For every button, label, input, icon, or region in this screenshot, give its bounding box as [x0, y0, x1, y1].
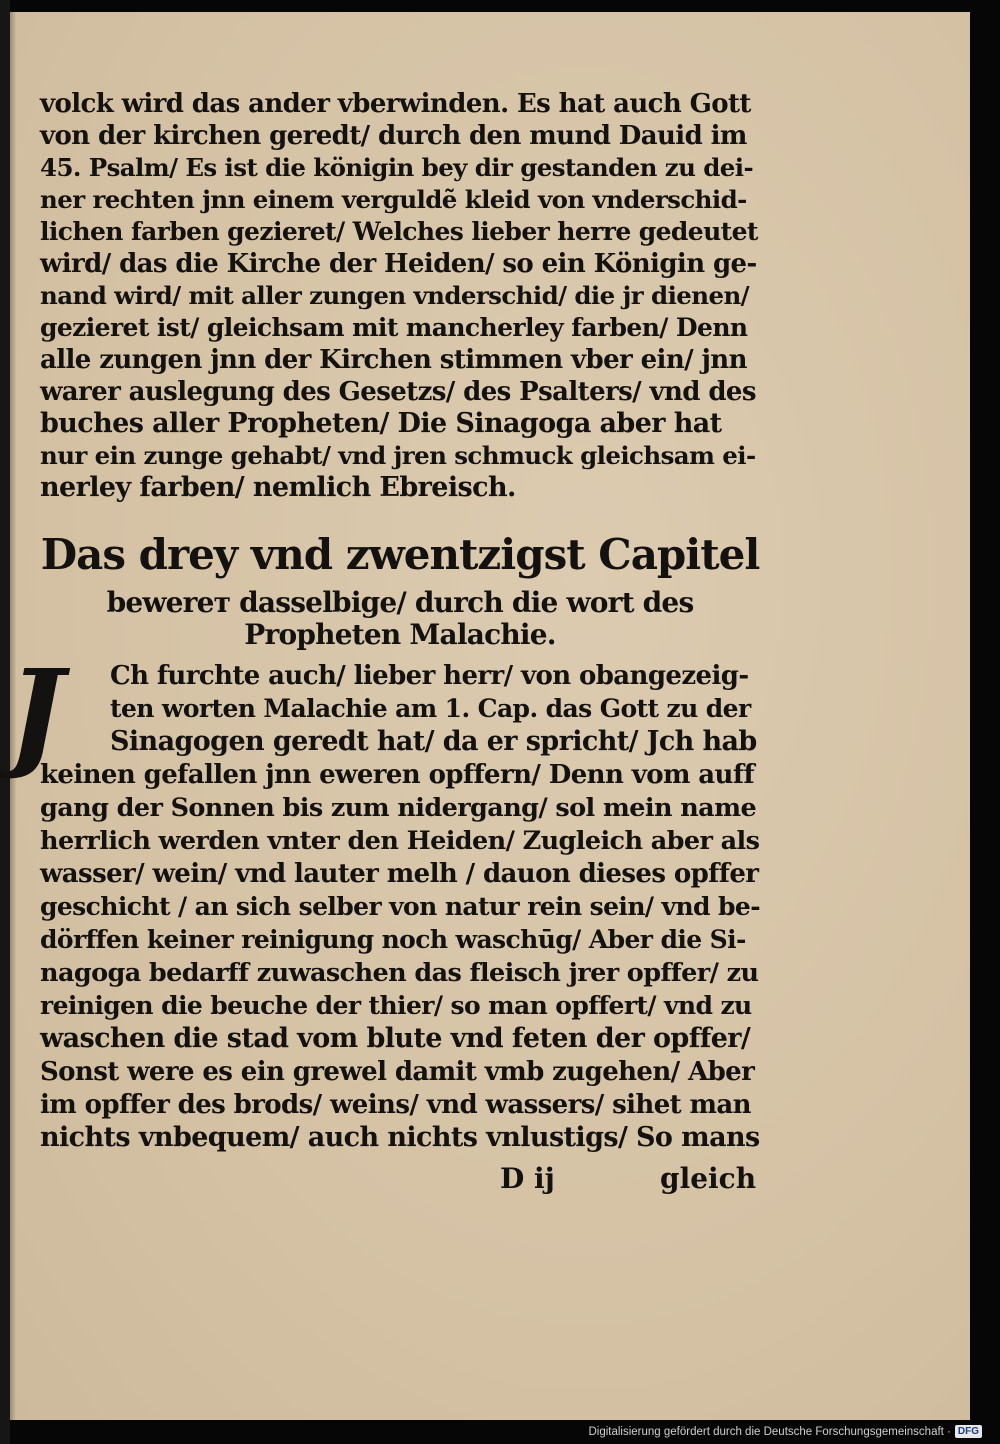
text-line: Sinagogen geredt hat/ da er spricht/ Jch hab: [110, 726, 757, 757]
catchword: gleich: [660, 1162, 757, 1195]
text-line: im opffer des brods/ weins/ vnd wassers/ sihet man: [40, 1090, 751, 1120]
text-line: herrlich werden vnter den Heiden/ Zugleich aber als: [40, 826, 760, 856]
text-line: gezieret ist/ gleichsam mit mancherley farben/ Denn: [40, 313, 748, 342]
text-line: nand wird/ mit aller zungen vnderschid/ die jr dienen/: [40, 281, 750, 310]
text-line: warer auslegung des Gesetzs/ des Psalters/ vnd des: [40, 377, 756, 407]
text-line: ten worten Malachie am 1. Cap. das Gott zu der: [110, 694, 751, 723]
text-line: alle zungen jnn der Kirchen stimmen vber ein/ jnn: [40, 345, 747, 375]
text-line: reinigen die beuche der thier/ so man opffert/ vnd zu: [40, 991, 752, 1020]
text-line: nerley farben/ nemlich Ebreisch.: [40, 472, 516, 503]
text-line: volck wird das ander vberwinden. Es hat auch Gott: [40, 89, 751, 119]
text-line: keinen gefallen jnn eweren opffern/ Denn vom auff: [40, 760, 755, 790]
text-line: ner rechten jnn einem verguldẽ kleid von vnderschid-: [40, 185, 747, 214]
text-line: 45. Psalm/ Es ist die königin bey dir gestanden zu dei-: [40, 153, 754, 182]
text-line: buches aller Propheten/ Die Sinagoga aber hat: [40, 408, 722, 439]
text-line: nichts vnbequem/ auch nichts vnlustigs/ So mans: [40, 1122, 760, 1153]
decorated-initial-letter: J: [8, 643, 64, 782]
credit-text: Digitalisierung gefördert durch die Deutsche Forschungsgemeinschaft ·: [588, 1425, 951, 1438]
chapter-subheading-line-1: bewerет dasselbige/ durch die wort des: [106, 586, 694, 619]
dfg-logo: DFG: [955, 1425, 982, 1438]
text-line: nagoga bedarff zuwaschen das fleisch jrer opffer/ zu: [40, 958, 759, 988]
chapter-subheading-line-2: Propheten Malachie.: [244, 618, 556, 651]
text-line: lichen farben gezieret/ Welches lieber herre gedeutet: [40, 217, 758, 246]
text-line: nur ein zunge gehabt/ vnd jren schmuck gleichsam ei-: [40, 441, 756, 470]
text-line: wird/ das die Kirche der Heiden/ so ein Königin ge-: [40, 249, 757, 279]
text-line: wasser/ wein/ vnd lauter melh / dauon dieses opffer: [40, 859, 759, 889]
chapter-heading: Das drey vnd zwentzigst Capitel: [40, 530, 760, 579]
digitization-credit: [588, 1425, 982, 1438]
text-line: Sonst were es ein grewel damit vmb zugehen/ Aber: [40, 1057, 755, 1087]
text-line: von der kirchen geredt/ durch den mund Dauid im: [40, 121, 747, 151]
text-line: gang der Sonnen bis zum nidergang/ sol mein name: [40, 793, 757, 823]
text-line: waschen die stad vom blute vnd feten der opffer/: [40, 1023, 751, 1054]
text-line: Ch furchte auch/ lieber herr/ von obangezeig-: [110, 661, 749, 691]
text-line: dörffen keiner reinigung noch waschūg/ Aber die Si-: [40, 925, 746, 954]
text-line: geschicht / an sich selber von natur rein sein/ vnd be-: [40, 892, 760, 921]
signature-mark: D ij: [500, 1162, 555, 1195]
